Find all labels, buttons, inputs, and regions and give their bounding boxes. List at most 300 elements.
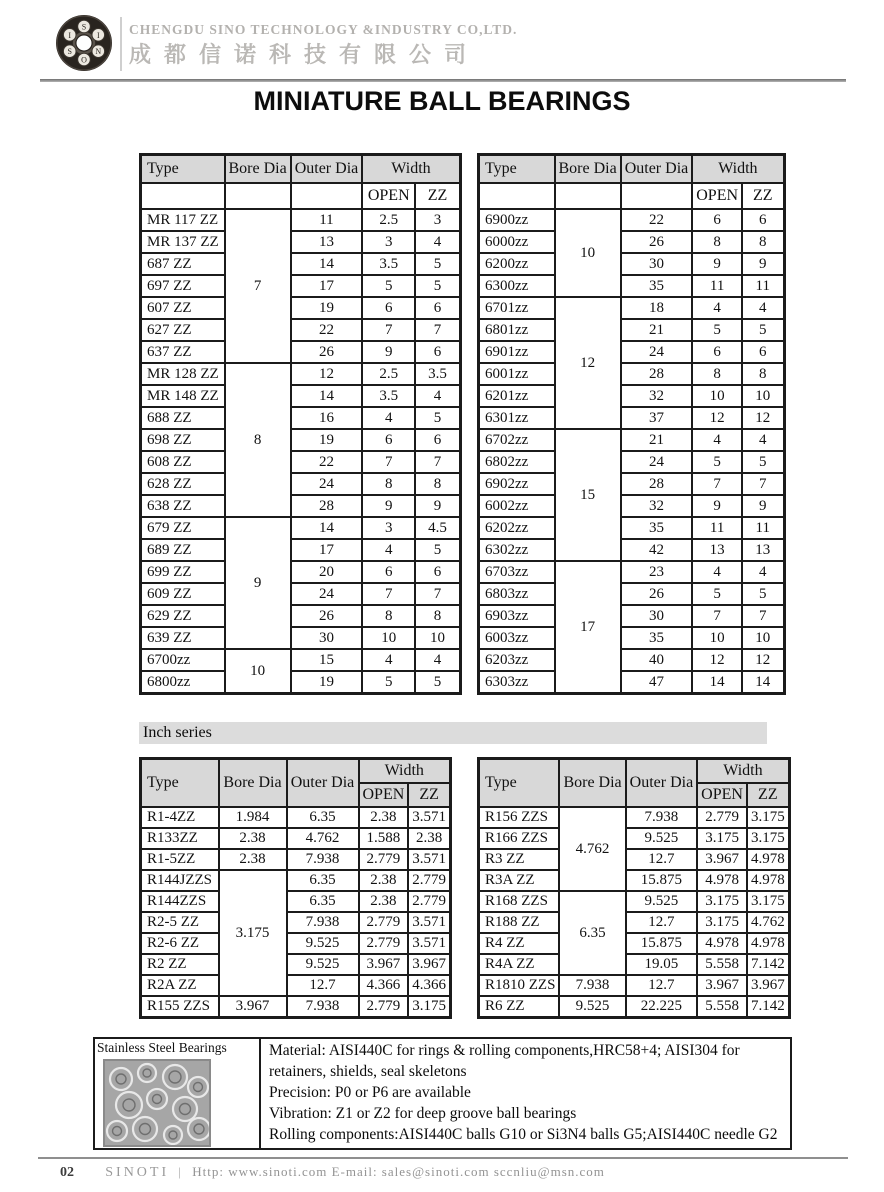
type-cell: R168 ZZS (479, 891, 560, 912)
col-zz: ZZ (747, 783, 789, 807)
zz-cell: 5 (415, 671, 460, 694)
zz-cell: 7.142 (747, 954, 789, 975)
zz-cell: 4 (742, 297, 784, 319)
type-cell: R4 ZZ (479, 933, 560, 954)
bore-cell: 3.175 (219, 870, 287, 996)
info-line: Rolling components:AISI440C balls G10 or Si3N4 balls G5;AISI440C needle G2 (269, 1126, 778, 1143)
type-cell: R2 ZZ (141, 954, 219, 975)
col-zz: ZZ (415, 183, 460, 209)
zz-cell: 3.571 (408, 912, 450, 933)
zz-cell: 4 (415, 649, 460, 671)
table-row (141, 517, 461, 539)
type-cell: R2-6 ZZ (141, 933, 219, 954)
bore-cell: 10 (225, 649, 291, 694)
zz-cell: 8 (415, 605, 460, 627)
zz-cell: 5 (742, 319, 784, 341)
table-row (479, 253, 785, 275)
open-cell: 4.978 (697, 933, 747, 954)
table-row (479, 297, 785, 319)
type-cell: R144JZZS (141, 870, 219, 891)
col-type: Type (141, 759, 219, 808)
bore-cell: 4.762 (559, 807, 625, 891)
table-row (141, 319, 461, 341)
table-row (479, 912, 790, 933)
outer-cell: 22 (291, 319, 363, 341)
open-cell: 3.967 (359, 954, 409, 975)
type-cell: 6001zz (479, 363, 555, 385)
zz-cell: 10 (742, 627, 784, 649)
zz-cell: 3.175 (408, 996, 450, 1018)
outer-cell: 19 (291, 429, 363, 451)
open-cell: 2.779 (697, 807, 747, 828)
zz-cell: 7.142 (747, 996, 789, 1018)
bore-cell: 7 (225, 209, 291, 363)
table-row (141, 495, 461, 517)
zz-cell: 13 (742, 539, 784, 561)
zz-cell: 4.978 (747, 933, 789, 954)
open-cell: 5.558 (697, 954, 747, 975)
open-cell: 5.558 (697, 996, 747, 1018)
table-row (479, 828, 790, 849)
zz-cell: 6 (415, 297, 460, 319)
table-row (479, 473, 785, 495)
open-cell: 3.967 (697, 849, 747, 870)
type-cell: 639 ZZ (141, 627, 225, 649)
open-cell: 2.779 (359, 933, 409, 954)
col-outer: Outer Dia (621, 155, 693, 184)
table-row (141, 849, 451, 870)
col-width: Width (359, 759, 451, 784)
outer-cell: 20 (291, 561, 363, 583)
type-cell: 6202zz (479, 517, 555, 539)
type-cell: 6300zz (479, 275, 555, 297)
outer-cell: 14 (291, 517, 363, 539)
table-row (141, 627, 461, 649)
zz-cell: 11 (742, 517, 784, 539)
zz-cell: 3.175 (747, 807, 789, 828)
open-cell: 1.588 (359, 828, 409, 849)
zz-cell: 6 (415, 429, 460, 451)
zz-cell: 7 (415, 451, 460, 473)
col-open: OPEN (362, 183, 415, 209)
table-row (141, 363, 461, 385)
col-width: Width (692, 155, 784, 184)
outer-cell: 7.938 (287, 996, 359, 1018)
outer-cell: 6.35 (287, 807, 359, 828)
open-cell: 2.38 (359, 807, 409, 828)
open-cell: 3.175 (697, 912, 747, 933)
footer (60, 1164, 605, 1181)
footer-brand: SINOTI (105, 1165, 170, 1180)
zz-cell: 3.571 (408, 807, 450, 828)
table-row (479, 975, 790, 996)
open-cell: 13 (692, 539, 742, 561)
zz-cell: 4 (742, 561, 784, 583)
inch-series-label: Inch series (139, 722, 767, 744)
type-cell: R155 ZZS (141, 996, 219, 1018)
metric-table-left (139, 153, 462, 695)
zz-cell: 7 (415, 319, 460, 341)
type-cell: 6003zz (479, 627, 555, 649)
open-cell: 11 (692, 275, 742, 297)
outer-cell: 35 (621, 275, 693, 297)
bore-cell: 6.35 (559, 891, 625, 975)
outer-cell: 24 (291, 583, 363, 605)
type-cell: 688 ZZ (141, 407, 225, 429)
zz-cell: 4 (415, 231, 460, 253)
zz-cell: 9 (415, 495, 460, 517)
outer-cell: 28 (621, 473, 693, 495)
col-bore: Bore Dia (225, 155, 291, 184)
open-cell: 12 (692, 407, 742, 429)
outer-cell: 12.7 (287, 975, 359, 996)
zz-cell: 3.967 (747, 975, 789, 996)
table-row (141, 209, 461, 231)
type-cell: R1810 ZZS (479, 975, 560, 996)
open-cell: 3 (362, 231, 415, 253)
open-cell: 7 (692, 605, 742, 627)
table-row (141, 539, 461, 561)
type-cell: R2A ZZ (141, 975, 219, 996)
zz-cell: 4.978 (747, 870, 789, 891)
table-row (141, 912, 451, 933)
type-cell: 6702zz (479, 429, 555, 451)
zz-cell: 8 (415, 473, 460, 495)
outer-cell: 35 (621, 517, 693, 539)
outer-cell: 30 (291, 627, 363, 649)
table-row (141, 297, 461, 319)
zz-cell: 4.762 (747, 912, 789, 933)
table-row (479, 996, 790, 1018)
zz-cell: 11 (742, 275, 784, 297)
table-row (141, 828, 451, 849)
zz-cell: 5 (415, 539, 460, 561)
outer-cell: 12 (291, 363, 363, 385)
open-cell: 4 (692, 297, 742, 319)
zz-cell: 12 (742, 407, 784, 429)
open-cell: 6 (692, 209, 742, 231)
zz-cell: 3.5 (415, 363, 460, 385)
header-row (141, 759, 451, 784)
table-row (479, 385, 785, 407)
type-cell: 6301zz (479, 407, 555, 429)
table-row (479, 849, 790, 870)
type-cell: 6302zz (479, 539, 555, 561)
outer-cell: 22 (291, 451, 363, 473)
open-cell: 3.5 (362, 253, 415, 275)
footer-rule (38, 1157, 848, 1159)
outer-cell: 24 (621, 341, 693, 363)
type-cell: MR 137 ZZ (141, 231, 225, 253)
stainless-label-cell (95, 1039, 261, 1148)
svg-text:I: I (68, 30, 72, 40)
outer-cell: 26 (621, 231, 693, 253)
open-cell: 6 (362, 561, 415, 583)
col-width: Width (697, 759, 789, 784)
type-cell: 6901zz (479, 341, 555, 363)
table-row (141, 429, 461, 451)
table-row (141, 975, 451, 996)
table-row (479, 954, 790, 975)
open-cell: 3.175 (697, 828, 747, 849)
col-open: OPEN (697, 783, 747, 807)
zz-cell: 5 (415, 407, 460, 429)
open-cell: 5 (692, 319, 742, 341)
table-row (141, 473, 461, 495)
open-cell: 9 (362, 495, 415, 517)
outer-cell: 15.875 (626, 933, 698, 954)
zz-cell: 14 (742, 671, 784, 694)
open-cell: 7 (362, 319, 415, 341)
type-cell: R2-5 ZZ (141, 912, 219, 933)
outer-cell: 24 (291, 473, 363, 495)
type-cell: 638 ZZ (141, 495, 225, 517)
table-row (141, 253, 461, 275)
svg-text:I: I (96, 30, 100, 40)
open-cell: 5 (362, 671, 415, 694)
table-row (141, 231, 461, 253)
table-row (141, 605, 461, 627)
open-cell: 8 (362, 605, 415, 627)
type-cell: R133ZZ (141, 828, 219, 849)
type-cell: R1-5ZZ (141, 849, 219, 870)
type-cell: 689 ZZ (141, 539, 225, 561)
zz-cell: 2.779 (408, 891, 450, 912)
inch-table-right (477, 757, 791, 1019)
type-cell: R166 ZZS (479, 828, 560, 849)
open-cell: 5 (692, 451, 742, 473)
bearing-logo (54, 13, 114, 73)
type-cell: MR 117 ZZ (141, 209, 225, 231)
outer-cell: 9.525 (626, 891, 698, 912)
type-cell: 609 ZZ (141, 583, 225, 605)
zz-cell: 5 (415, 275, 460, 297)
table-row (479, 807, 790, 828)
outer-cell: 42 (621, 539, 693, 561)
open-cell: 2.779 (359, 912, 409, 933)
col-open: OPEN (359, 783, 409, 807)
type-cell: 608 ZZ (141, 451, 225, 473)
zz-cell: 2.38 (408, 828, 450, 849)
zz-cell: 2.779 (408, 870, 450, 891)
outer-cell: 14 (291, 385, 363, 407)
table-row (141, 407, 461, 429)
outer-cell: 7.938 (626, 807, 698, 828)
table-row (479, 539, 785, 561)
bore-cell: 17 (555, 561, 621, 694)
open-cell: 7 (692, 473, 742, 495)
table-row (479, 870, 790, 891)
bore-cell: 9 (225, 517, 291, 649)
table-row (141, 451, 461, 473)
table-row (141, 341, 461, 363)
table-row (479, 319, 785, 341)
metric-table-right (477, 153, 786, 695)
zz-cell: 3.175 (747, 891, 789, 912)
table-row (141, 671, 461, 694)
table-row (141, 275, 461, 297)
col-bore: Bore Dia (559, 759, 625, 808)
open-cell: 10 (692, 385, 742, 407)
footer-contact: Http: www.sinoti.com E-mail: sales@sinoti.com sccnliu@msn.com (192, 1164, 605, 1179)
type-cell: 607 ZZ (141, 297, 225, 319)
open-cell: 4 (362, 649, 415, 671)
bore-cell: 2.38 (219, 849, 287, 870)
outer-cell: 35 (621, 627, 693, 649)
outer-cell: 47 (621, 671, 693, 694)
zz-cell: 6 (415, 561, 460, 583)
svg-text:O: O (81, 55, 87, 65)
col-outer: Outer Dia (626, 759, 698, 808)
header-row2 (479, 183, 785, 209)
outer-cell: 37 (621, 407, 693, 429)
type-cell: 6701zz (479, 297, 555, 319)
table-row (141, 891, 451, 912)
open-cell: 3.967 (697, 975, 747, 996)
table-row (479, 341, 785, 363)
outer-cell: 11 (291, 209, 363, 231)
table-row (479, 891, 790, 912)
zz-cell: 4.5 (415, 517, 460, 539)
company-name-cn: 成都信诺科技有限公司 (129, 42, 480, 67)
outer-cell: 15.875 (626, 870, 698, 891)
header-rule (40, 79, 846, 82)
outer-cell: 16 (291, 407, 363, 429)
type-cell: 6801zz (479, 319, 555, 341)
table-row (479, 649, 785, 671)
col-type: Type (479, 155, 555, 184)
outer-cell: 7.938 (287, 849, 359, 870)
open-cell: 12 (692, 649, 742, 671)
header-divider (120, 17, 122, 71)
outer-cell: 26 (621, 583, 693, 605)
type-cell: R3A ZZ (479, 870, 560, 891)
table-row (479, 605, 785, 627)
zz-cell: 8 (742, 231, 784, 253)
svg-text:S: S (67, 47, 72, 57)
zz-cell: 6 (415, 341, 460, 363)
zz-cell: 6 (742, 209, 784, 231)
stainless-info-box (93, 1037, 792, 1150)
page-title: MINIATURE BALL BEARINGS (253, 86, 631, 116)
table-row (479, 671, 785, 694)
outer-cell: 40 (621, 649, 693, 671)
table-row (141, 583, 461, 605)
type-cell: R1-4ZZ (141, 807, 219, 828)
outer-cell: 7.938 (287, 912, 359, 933)
outer-cell: 28 (621, 363, 693, 385)
bearings-photo (103, 1059, 211, 1147)
type-cell: 6002zz (479, 495, 555, 517)
table-row (479, 209, 785, 231)
zz-cell: 7 (742, 605, 784, 627)
table-row (141, 954, 451, 975)
header-row2 (141, 183, 461, 209)
open-cell: 2.779 (359, 849, 409, 870)
open-cell: 8 (692, 363, 742, 385)
type-cell: R188 ZZ (479, 912, 560, 933)
type-cell: R3 ZZ (479, 849, 560, 870)
table-row (479, 275, 785, 297)
outer-cell: 12.7 (626, 912, 698, 933)
type-cell: 6703zz (479, 561, 555, 583)
col-zz: ZZ (408, 783, 450, 807)
type-cell: 627 ZZ (141, 319, 225, 341)
zz-cell: 4 (415, 385, 460, 407)
table-row (141, 385, 461, 407)
table-row (479, 231, 785, 253)
type-cell: 699 ZZ (141, 561, 225, 583)
stainless-label: Stainless Steel Bearings (97, 1040, 227, 1055)
table-row (479, 561, 785, 583)
inch-table-left (139, 757, 452, 1019)
outer-cell: 12.7 (626, 849, 698, 870)
type-cell: 629 ZZ (141, 605, 225, 627)
open-cell: 7 (362, 451, 415, 473)
outer-cell: 21 (621, 429, 693, 451)
open-cell: 10 (362, 627, 415, 649)
open-cell: 3 (362, 517, 415, 539)
open-cell: 6 (692, 341, 742, 363)
open-cell: 14 (692, 671, 742, 694)
type-cell: 6900zz (479, 209, 555, 231)
outer-cell: 24 (621, 451, 693, 473)
type-cell: 6200zz (479, 253, 555, 275)
outer-cell: 22.225 (626, 996, 698, 1018)
bore-cell: 8 (225, 363, 291, 517)
outer-cell: 4.762 (287, 828, 359, 849)
info-line: Vibration: Z1 or Z2 for deep groove ball bearings (269, 1105, 577, 1122)
type-cell: 6000zz (479, 231, 555, 253)
type-cell: 6803zz (479, 583, 555, 605)
bore-cell: 9.525 (559, 996, 625, 1018)
bore-cell: 10 (555, 209, 621, 297)
col-outer: Outer Dia (287, 759, 359, 808)
zz-cell: 7 (415, 583, 460, 605)
col-width: Width (362, 155, 460, 184)
type-cell: R144ZZS (141, 891, 219, 912)
table-row (479, 451, 785, 473)
bore-cell: 3.967 (219, 996, 287, 1018)
outer-cell: 14 (291, 253, 363, 275)
open-cell: 4 (692, 561, 742, 583)
open-cell: 2.38 (359, 891, 409, 912)
col-zz: ZZ (742, 183, 784, 209)
zz-cell: 5 (742, 583, 784, 605)
outer-cell: 30 (621, 605, 693, 627)
zz-cell: 9 (742, 495, 784, 517)
type-cell: 6700zz (141, 649, 225, 671)
outer-cell: 12.7 (626, 975, 698, 996)
zz-cell: 5 (415, 253, 460, 275)
type-cell: 6902zz (479, 473, 555, 495)
zz-cell: 4.366 (408, 975, 450, 996)
svg-text:N: N (95, 47, 102, 57)
type-cell: 679 ZZ (141, 517, 225, 539)
open-cell: 11 (692, 517, 742, 539)
outer-cell: 26 (291, 605, 363, 627)
zz-cell: 9 (742, 253, 784, 275)
table-row (479, 933, 790, 954)
outer-cell: 9.525 (626, 828, 698, 849)
open-cell: 7 (362, 583, 415, 605)
table-row (479, 363, 785, 385)
open-cell: 2.5 (362, 363, 415, 385)
outer-cell: 15 (291, 649, 363, 671)
type-cell: MR 148 ZZ (141, 385, 225, 407)
open-cell: 4 (692, 429, 742, 451)
outer-cell: 32 (621, 385, 693, 407)
